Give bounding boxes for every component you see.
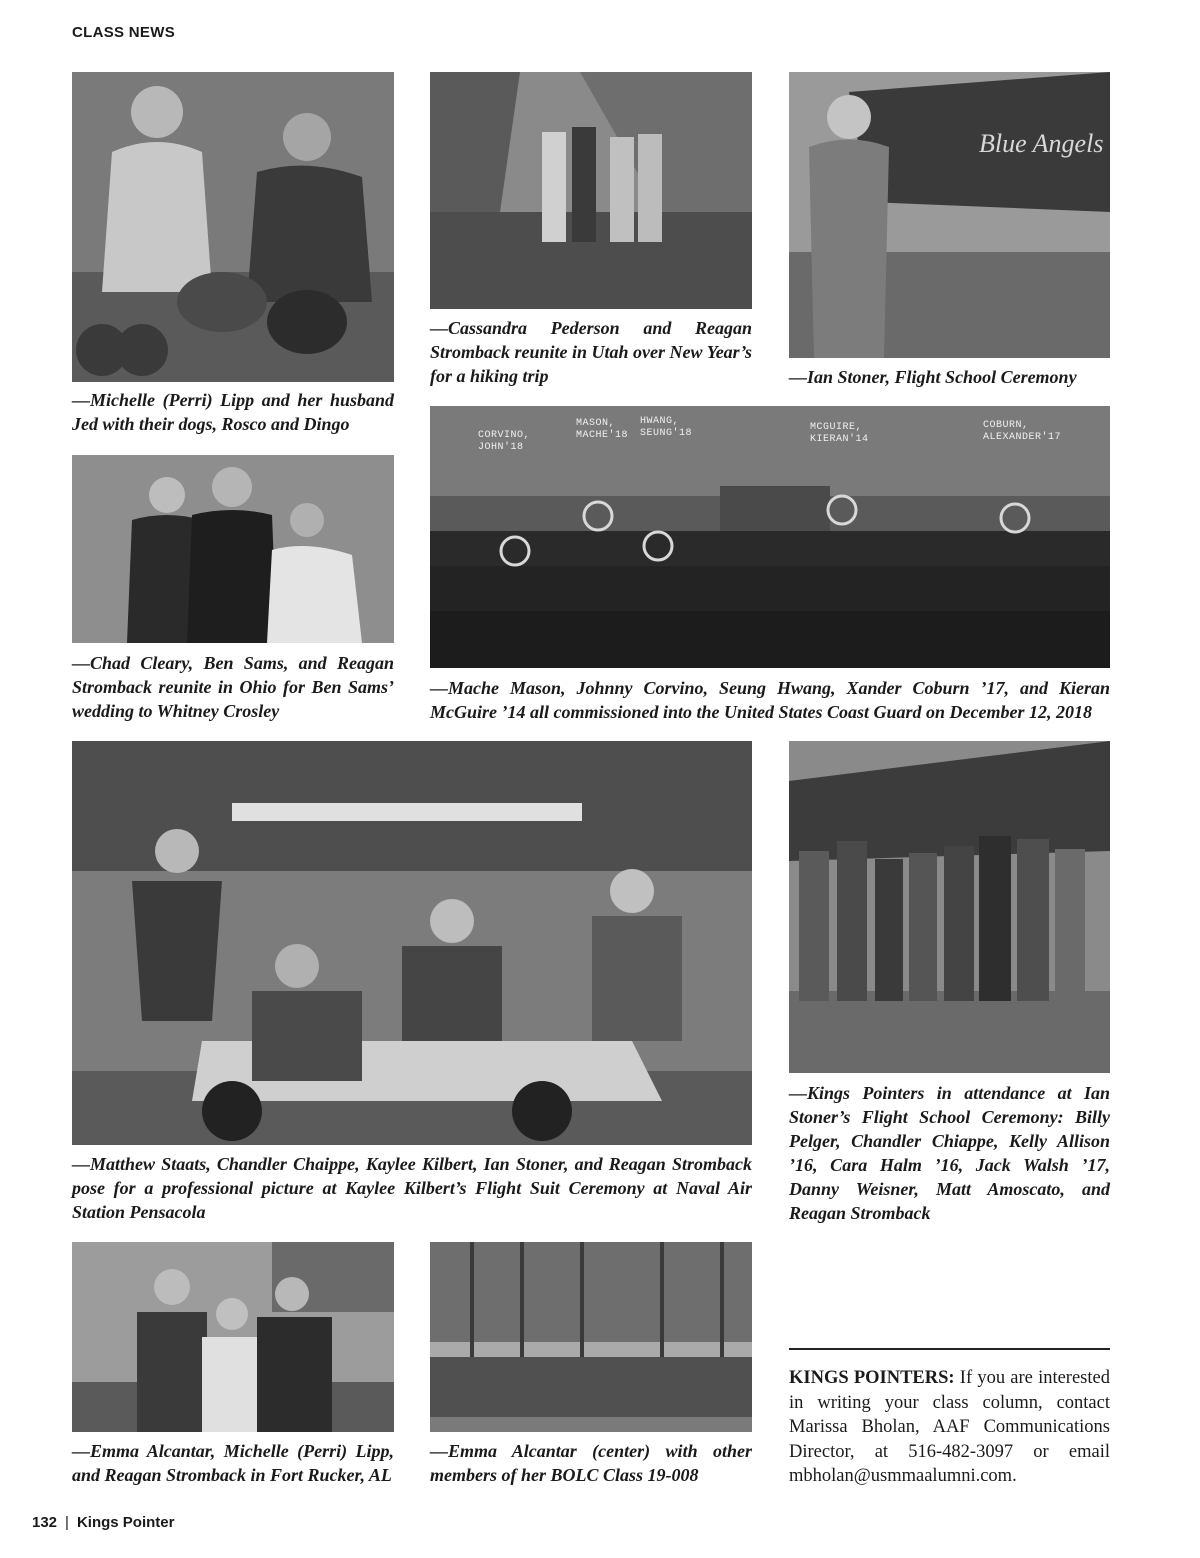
plane-lettering: Blue Angels (979, 129, 1104, 158)
caption-stoner-flight-school: —Ian Stoner, Flight School Ceremony (789, 367, 1077, 387)
caption-coast-guard-commission: —Mache Mason, Johnny Corvino, Seung Hwang, Xander Coburn ’17, and Kieran McGuire ’14 all commissioned into the United States Coast Guard on December 12, 2018 (430, 678, 1110, 722)
label-hwang: HWANG, SEUNG'18 (640, 416, 693, 439)
caption-bolc-class: —Emma Alcantar (center) with other members of her BOLC Class 19-008 (430, 1441, 752, 1485)
note-lead: KINGS POINTERS: (789, 1368, 955, 1388)
caption-fort-rucker: —Emma Alcantar, Michelle (Perri) Lipp, and Reagan Stromback in Fort Rucker, AL (72, 1441, 394, 1485)
photo-utah-hike (430, 72, 752, 309)
photo-coast-guard-commission (430, 406, 1110, 668)
note-body: If you are interested in writing your class column, contact Marissa Bholan, AAF Communications Director, at 516-482-3097 or email mbholan@usmmaalumni.com. (789, 1368, 1110, 1486)
photo-ohio-wedding (72, 455, 394, 643)
caption-ohio-wedding: —Chad Cleary, Ben Sams, and Reagan Stromback reunite in Ohio for Ben Sams’ wedding to Whitney Crosley (72, 653, 394, 721)
photo-fort-rucker (72, 1242, 394, 1432)
note-divider (789, 1348, 1110, 1350)
caption-golf-cart-group: —Matthew Staats, Chandler Chaippe, Kaylee Kilbert, Ian Stoner, and Reagan Stromback pose for a professional picture at Kaylee Kilbert’s Flight Suit Ceremony at Naval Air Station Pensacola (72, 1154, 752, 1222)
photo-blue-angels-group (789, 741, 1110, 1073)
photo-bolc-class (430, 1242, 752, 1432)
label-corvino: CORVINO, JOHN'18 (478, 430, 531, 453)
label-mcguire: MCGUIRE, KIERAN'14 (810, 422, 869, 445)
page-number: 132 (32, 1514, 58, 1531)
publication-name: Kings Pointer (76, 1514, 175, 1531)
caption-lipp-dogs: —Michelle (Perri) Lipp and her husband Jed with their dogs, Rosco and Dingo (72, 390, 394, 434)
photo-lipp-dogs (72, 72, 394, 382)
label-mason: MASON, MACHE'18 (576, 418, 629, 441)
label-coburn: COBURN, ALEXANDER'17 (983, 420, 1062, 443)
footer-separator: | (65, 1514, 69, 1531)
caption-utah-hike: —Cassandra Pederson and Reagan Stromback reunite in Utah over New Year’s for a hiking trip (430, 318, 753, 386)
section-label: CLASS NEWS (72, 24, 176, 41)
caption-blue-angels-group: —Kings Pointers in attendance at Ian Stoner’s Flight School Ceremony: Billy Pelger, Chandler Chiappe, Kelly Allison ’16, Cara Halm ’16, Jack Walsh ’17, Danny Weisner, Matt Amoscato, and Reagan Stromback (789, 1083, 1110, 1223)
photo-golf-cart-group (72, 741, 752, 1145)
kings-pointers-note (789, 1366, 1110, 1489)
page-footer (32, 1514, 174, 1531)
photo-stoner-flight-school (789, 72, 1110, 358)
